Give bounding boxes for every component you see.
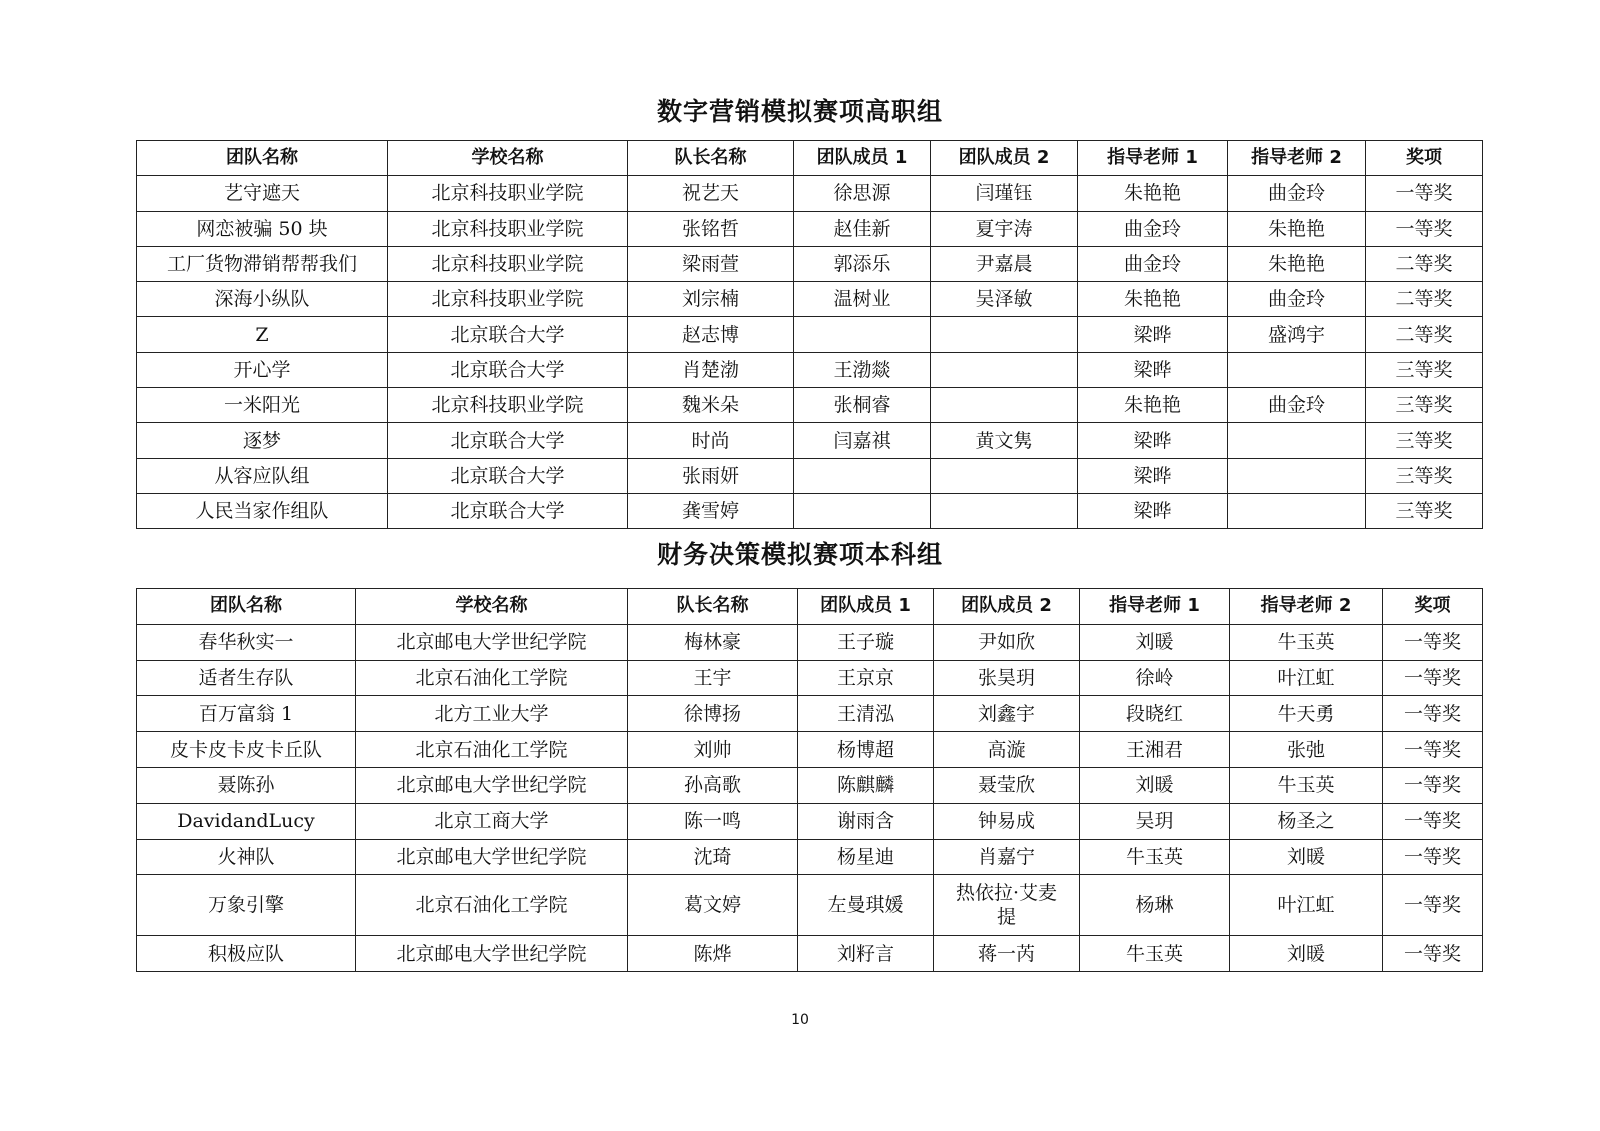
member-1-cell: 王清泓 <box>798 696 934 732</box>
header-member-2: 团队成员 2 <box>931 141 1078 176</box>
captain-name-cell: 肖楚渤 <box>628 352 794 387</box>
school-name-cell: 北京科技职业学院 <box>388 282 628 317</box>
section1-title: 数字营销模拟赛项高职组 <box>656 97 943 126</box>
table-row <box>137 936 1483 972</box>
member-1-cell <box>794 317 931 352</box>
award-cell: 一等奖 <box>1383 839 1483 875</box>
advisor-2-cell: 杨圣之 <box>1230 803 1383 839</box>
table-row <box>137 839 1483 875</box>
school-name-cell: 北京联合大学 <box>388 493 628 528</box>
header-advisor-2: 指导老师 2 <box>1228 141 1366 176</box>
table-row <box>137 458 1483 493</box>
member-1-cell: 陈麒麟 <box>798 767 934 803</box>
award-cell: 一等奖 <box>1383 624 1483 660</box>
member-1-cell: 赵佳新 <box>794 211 931 246</box>
member-1-cell: 杨星迪 <box>798 839 934 875</box>
member-1-cell: 张桐睿 <box>794 388 931 423</box>
advisor-2-cell: 盛鸿宇 <box>1228 317 1366 352</box>
school-name-cell: 北京科技职业学院 <box>388 388 628 423</box>
team-name-cell: 火神队 <box>137 839 356 875</box>
award-cell: 一等奖 <box>1383 660 1483 696</box>
member-2-cell: 热依拉·艾麦提 <box>934 875 1080 936</box>
award-cell: 一等奖 <box>1383 803 1483 839</box>
member-1-cell: 谢雨含 <box>798 803 934 839</box>
member-1-cell: 温树业 <box>794 282 931 317</box>
header-captain-name: 队长名称 <box>628 141 794 176</box>
member-1-cell: 闫嘉祺 <box>794 423 931 458</box>
table-row <box>137 696 1483 732</box>
captain-name-cell: 祝艺天 <box>628 176 794 211</box>
school-name-cell: 北京石油化工学院 <box>356 875 628 936</box>
award-cell: 一等奖 <box>1383 696 1483 732</box>
team-name-cell: 适者生存队 <box>137 660 356 696</box>
advisor-1-cell: 王湘君 <box>1080 732 1230 768</box>
captain-name-cell: 刘帅 <box>628 732 798 768</box>
advisor-1-cell: 徐岭 <box>1080 660 1230 696</box>
header-school-name: 学校名称 <box>356 589 628 625</box>
captain-name-cell: 张铭哲 <box>628 211 794 246</box>
captain-name-cell: 梁雨萱 <box>628 246 794 281</box>
header-award: 奖项 <box>1366 141 1483 176</box>
member-2-cell: 肖嘉宁 <box>934 839 1080 875</box>
member-1-cell: 徐思源 <box>794 176 931 211</box>
member-2-cell <box>931 458 1078 493</box>
advisor-1-cell: 牛玉英 <box>1080 936 1230 972</box>
member-2-cell <box>931 317 1078 352</box>
captain-name-cell: 徐博扬 <box>628 696 798 732</box>
table-row <box>137 282 1483 317</box>
advisor-2-cell <box>1228 458 1366 493</box>
team-name-cell: 人民当家作组队 <box>137 493 388 528</box>
school-name-cell: 北京邮电大学世纪学院 <box>356 839 628 875</box>
school-name-cell: 北京石油化工学院 <box>356 732 628 768</box>
member-2-cell: 尹嘉晨 <box>931 246 1078 281</box>
advisor-2-cell: 曲金玲 <box>1228 388 1366 423</box>
member-2-cell: 夏宇涛 <box>931 211 1078 246</box>
member-2-cell <box>931 493 1078 528</box>
header-team-name: 团队名称 <box>137 141 388 176</box>
school-name-cell: 北京科技职业学院 <box>388 176 628 211</box>
team-name-cell: 万象引擎 <box>137 875 356 936</box>
section2-title: 财务决策模拟赛项本科组 <box>656 540 943 569</box>
member-2-cell: 蒋一芮 <box>934 936 1080 972</box>
advisor-1-cell: 吴玥 <box>1080 803 1230 839</box>
advisor-1-cell: 梁晔 <box>1078 317 1228 352</box>
member-1-cell: 王渤燚 <box>794 352 931 387</box>
team-name-cell: 一米阳光 <box>137 388 388 423</box>
member-2-cell: 闫瑾钰 <box>931 176 1078 211</box>
award-cell: 一等奖 <box>1383 767 1483 803</box>
team-name-cell: 积极应队 <box>137 936 356 972</box>
table-row <box>137 211 1483 246</box>
captain-name-cell: 陈烨 <box>628 936 798 972</box>
award-cell: 三等奖 <box>1366 458 1483 493</box>
advisor-1-cell: 刘暖 <box>1080 624 1230 660</box>
team-name-cell: DavidandLucy <box>137 803 356 839</box>
school-name-cell: 北京联合大学 <box>388 423 628 458</box>
award-cell: 三等奖 <box>1366 352 1483 387</box>
advisor-1-cell: 段晓红 <box>1080 696 1230 732</box>
member-1-cell: 王京京 <box>798 660 934 696</box>
team-name-cell: 春华秋实一 <box>137 624 356 660</box>
member-2-cell: 吴泽敏 <box>931 282 1078 317</box>
header-captain-name: 队长名称 <box>628 589 798 625</box>
member-1-cell <box>794 458 931 493</box>
table-row <box>137 423 1483 458</box>
member-2-cell: 张昊玥 <box>934 660 1080 696</box>
school-name-cell: 北京邮电大学世纪学院 <box>356 936 628 972</box>
table-row <box>137 246 1483 281</box>
team-name-cell: 皮卡皮卡皮卡丘队 <box>137 732 356 768</box>
team-name-cell: 聂陈孙 <box>137 767 356 803</box>
member-2-cell <box>931 352 1078 387</box>
member-1-cell: 刘籽言 <box>798 936 934 972</box>
captain-name-cell: 赵志博 <box>628 317 794 352</box>
captain-name-cell: 梅林豪 <box>628 624 798 660</box>
captain-name-cell: 刘宗楠 <box>628 282 794 317</box>
table-row <box>137 875 1483 936</box>
table-row <box>137 317 1483 352</box>
advisor-2-cell: 牛玉英 <box>1230 624 1383 660</box>
school-name-cell: 北京科技职业学院 <box>388 211 628 246</box>
table-row <box>137 624 1483 660</box>
advisor-2-cell: 叶江虹 <box>1230 875 1383 936</box>
table-row <box>137 176 1483 211</box>
advisor-2-cell: 朱艳艳 <box>1228 211 1366 246</box>
advisor-2-cell <box>1228 493 1366 528</box>
team-name-cell: 工厂货物滞销帮帮我们 <box>137 246 388 281</box>
award-cell: 一等奖 <box>1366 211 1483 246</box>
school-name-cell: 北京石油化工学院 <box>356 660 628 696</box>
award-cell: 一等奖 <box>1366 176 1483 211</box>
member-1-cell: 杨博超 <box>798 732 934 768</box>
member-2-cell <box>931 388 1078 423</box>
captain-name-cell: 葛文婷 <box>628 875 798 936</box>
award-cell: 三等奖 <box>1366 423 1483 458</box>
table-row <box>137 803 1483 839</box>
table-row <box>137 767 1483 803</box>
advisor-1-cell: 朱艳艳 <box>1078 388 1228 423</box>
advisor-1-cell: 梁晔 <box>1078 352 1228 387</box>
team-name-cell: 逐梦 <box>137 423 388 458</box>
captain-name-cell: 陈一鸣 <box>628 803 798 839</box>
table-row <box>137 388 1483 423</box>
table-row <box>137 352 1483 387</box>
member-2-cell: 高漩 <box>934 732 1080 768</box>
award-cell: 一等奖 <box>1383 936 1483 972</box>
member-2-cell: 尹如欣 <box>934 624 1080 660</box>
header-school-name: 学校名称 <box>388 141 628 176</box>
award-cell: 一等奖 <box>1383 732 1483 768</box>
captain-name-cell: 时尚 <box>628 423 794 458</box>
advisor-2-cell: 刘暖 <box>1230 839 1383 875</box>
table-header-row <box>137 141 1483 176</box>
table-row <box>137 660 1483 696</box>
header-team-name: 团队名称 <box>137 589 356 625</box>
team-name-cell: Z <box>137 317 388 352</box>
school-name-cell: 北京联合大学 <box>388 317 628 352</box>
page-number: 10 <box>791 1012 809 1028</box>
advisor-2-cell: 叶江虹 <box>1230 660 1383 696</box>
advisor-1-cell: 梁晔 <box>1078 458 1228 493</box>
header-member-1: 团队成员 1 <box>798 589 934 625</box>
award-table-financial-decision <box>136 588 1483 972</box>
member-1-cell: 左曼琪媛 <box>798 875 934 936</box>
member-2-cell: 刘鑫宇 <box>934 696 1080 732</box>
school-name-cell: 北京联合大学 <box>388 458 628 493</box>
captain-name-cell: 龚雪婷 <box>628 493 794 528</box>
award-cell: 二等奖 <box>1366 282 1483 317</box>
advisor-2-cell <box>1228 423 1366 458</box>
header-advisor-1: 指导老师 1 <box>1080 589 1230 625</box>
award-cell: 三等奖 <box>1366 388 1483 423</box>
advisor-1-cell: 杨琳 <box>1080 875 1230 936</box>
table-row <box>137 732 1483 768</box>
team-name-cell: 深海小纵队 <box>137 282 388 317</box>
advisor-1-cell: 梁晔 <box>1078 493 1228 528</box>
member-2-cell: 黄文隽 <box>931 423 1078 458</box>
table-header-row <box>137 589 1483 625</box>
advisor-2-cell: 曲金玲 <box>1228 282 1366 317</box>
captain-name-cell: 孙高歌 <box>628 767 798 803</box>
captain-name-cell: 沈琦 <box>628 839 798 875</box>
captain-name-cell: 张雨妍 <box>628 458 794 493</box>
advisor-2-cell: 刘暖 <box>1230 936 1383 972</box>
school-name-cell: 北京工商大学 <box>356 803 628 839</box>
team-name-cell: 网恋被骗 50 块 <box>137 211 388 246</box>
team-name-cell: 从容应队组 <box>137 458 388 493</box>
award-cell: 二等奖 <box>1366 317 1483 352</box>
member-2-cell: 钟易成 <box>934 803 1080 839</box>
advisor-2-cell: 牛玉英 <box>1230 767 1383 803</box>
school-name-cell: 北京联合大学 <box>388 352 628 387</box>
advisor-1-cell: 朱艳艳 <box>1078 282 1228 317</box>
advisor-1-cell: 刘暖 <box>1080 767 1230 803</box>
advisor-2-cell: 牛天勇 <box>1230 696 1383 732</box>
team-name-cell: 艺守遮天 <box>137 176 388 211</box>
advisor-1-cell: 曲金玲 <box>1078 246 1228 281</box>
award-cell: 二等奖 <box>1366 246 1483 281</box>
award-cell: 三等奖 <box>1366 493 1483 528</box>
captain-name-cell: 王宇 <box>628 660 798 696</box>
table-row <box>137 493 1483 528</box>
header-member-1: 团队成员 1 <box>794 141 931 176</box>
header-member-2: 团队成员 2 <box>934 589 1080 625</box>
award-table-digital-marketing <box>136 140 1483 529</box>
header-advisor-1: 指导老师 1 <box>1078 141 1228 176</box>
advisor-2-cell: 曲金玲 <box>1228 176 1366 211</box>
team-name-cell: 开心学 <box>137 352 388 387</box>
school-name-cell: 北京科技职业学院 <box>388 246 628 281</box>
member-1-cell <box>794 493 931 528</box>
advisor-2-cell <box>1228 352 1366 387</box>
team-name-cell: 百万富翁 1 <box>137 696 356 732</box>
advisor-1-cell: 朱艳艳 <box>1078 176 1228 211</box>
advisor-1-cell: 曲金玲 <box>1078 211 1228 246</box>
advisor-2-cell: 张弛 <box>1230 732 1383 768</box>
school-name-cell: 北京邮电大学世纪学院 <box>356 767 628 803</box>
advisor-1-cell: 牛玉英 <box>1080 839 1230 875</box>
member-2-cell: 聂莹欣 <box>934 767 1080 803</box>
captain-name-cell: 魏米朵 <box>628 388 794 423</box>
header-advisor-2: 指导老师 2 <box>1230 589 1383 625</box>
school-name-cell: 北京邮电大学世纪学院 <box>356 624 628 660</box>
school-name-cell: 北方工业大学 <box>356 696 628 732</box>
member-1-cell: 郭添乐 <box>794 246 931 281</box>
member-1-cell: 王子璇 <box>798 624 934 660</box>
advisor-1-cell: 梁晔 <box>1078 423 1228 458</box>
advisor-2-cell: 朱艳艳 <box>1228 246 1366 281</box>
header-award: 奖项 <box>1383 589 1483 625</box>
award-cell: 一等奖 <box>1383 875 1483 936</box>
